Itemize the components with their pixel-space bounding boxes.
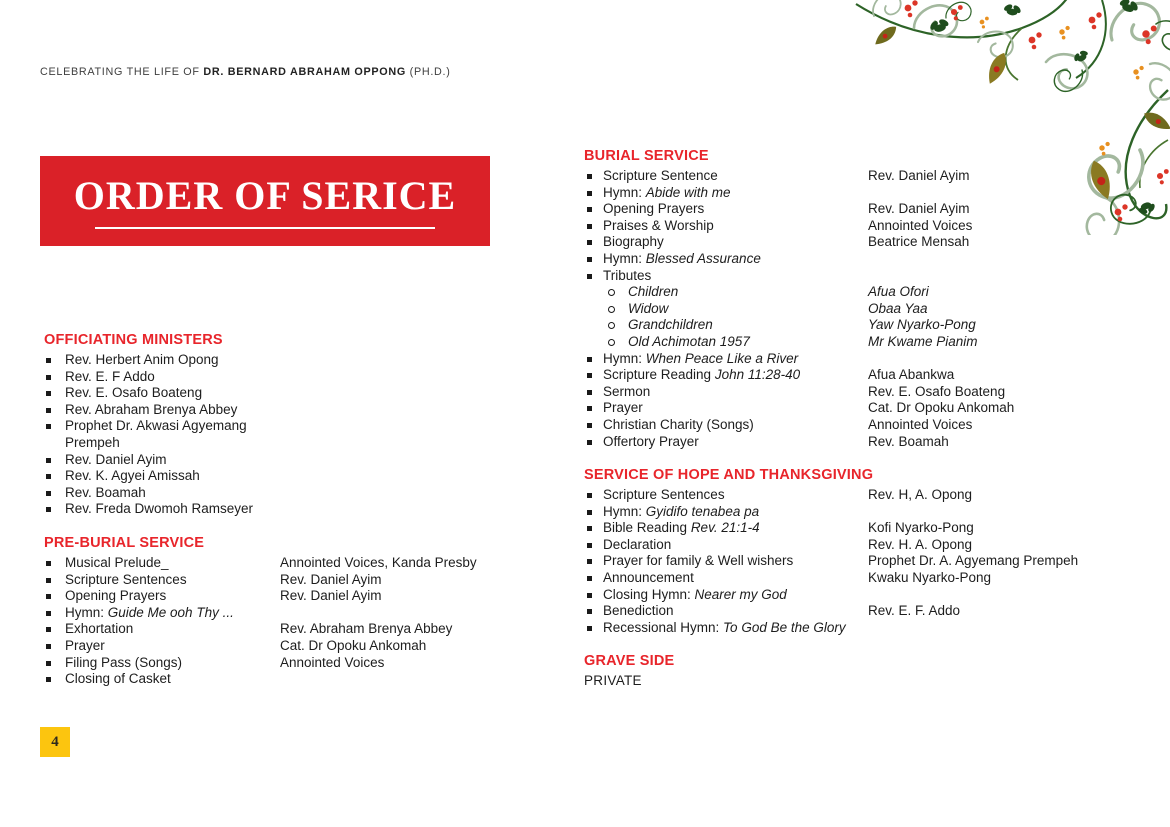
circle-bullet-icon <box>605 317 628 329</box>
item-label: Bible Reading Rev. 21:1-4 <box>603 520 760 536</box>
circle-bullet-icon <box>605 284 628 296</box>
item-label: Musical Prelude_ <box>65 554 169 570</box>
list-item <box>584 537 1150 554</box>
item-label: Closing Hymn: Nearer my God <box>603 586 787 602</box>
square-bullet-icon <box>584 185 603 196</box>
banner-title: ORDER OF SERICE <box>73 172 457 218</box>
square-bullet-icon <box>40 621 65 632</box>
square-bullet-icon <box>40 555 65 566</box>
list-item <box>40 555 500 572</box>
list-item <box>40 452 500 469</box>
square-bullet-icon <box>40 369 65 380</box>
square-bullet-icon <box>40 588 65 599</box>
section-grave-side <box>584 653 1150 688</box>
square-bullet-icon <box>584 417 603 428</box>
item-label: Scripture Sentences <box>65 571 187 587</box>
item-label: Hymn: Blessed Assurance <box>603 250 761 266</box>
square-bullet-icon <box>40 352 65 363</box>
item-label: Hymn: Abide with me <box>603 184 731 200</box>
section-officiating-ministers <box>40 332 500 518</box>
list-item <box>584 570 1150 587</box>
item-label: Rev. Herbert Anim Opong <box>65 352 219 367</box>
item-label: Scripture Sentences <box>603 487 725 503</box>
list-item <box>40 468 500 485</box>
pre-burial-list <box>40 555 500 688</box>
list-item <box>584 487 1150 504</box>
list-item <box>40 501 500 518</box>
item-assignee: Rev. Daniel Ayim <box>868 201 970 217</box>
list-item <box>584 334 1150 351</box>
square-bullet-icon <box>584 367 603 378</box>
list-item <box>584 168 1150 185</box>
order-of-service-banner <box>40 156 490 246</box>
square-bullet-icon <box>584 384 603 395</box>
list-item <box>584 284 1150 301</box>
grave-side-note: PRIVATE <box>584 673 642 689</box>
item-assignee: Annointed Voices, Kanda Presby <box>280 554 477 570</box>
section-burial-service <box>584 148 1150 450</box>
item-assignee: Rev. Daniel Ayim <box>280 588 382 604</box>
square-bullet-icon <box>584 487 603 498</box>
item-label: Rev. K. Agyei Amissah <box>65 468 200 484</box>
list-item <box>40 621 500 638</box>
item-label: Prayer <box>65 637 105 653</box>
list-item <box>584 434 1150 451</box>
square-bullet-icon <box>584 251 603 262</box>
item-label: Scripture Sentence <box>603 168 718 183</box>
square-bullet-icon <box>40 402 65 413</box>
square-bullet-icon <box>40 501 65 512</box>
item-label: Closing of Casket <box>65 671 171 687</box>
deceased-name: DR. BERNARD ABRAHAM OPPONG <box>203 66 406 78</box>
item-label: Rev. Abraham Brenya Abbey <box>65 401 238 417</box>
item-assignee: Rev. Boamah <box>868 433 949 449</box>
square-bullet-icon <box>40 468 65 479</box>
item-label: Announcement <box>603 570 694 586</box>
list-item <box>40 485 500 502</box>
list-item <box>40 352 500 369</box>
list-item <box>584 201 1150 218</box>
item-label: Offertory Prayer <box>603 433 699 449</box>
square-bullet-icon <box>584 570 603 581</box>
item-label: Prayer for family & Well wishers <box>603 553 794 569</box>
square-bullet-icon <box>40 655 65 666</box>
circle-bullet-icon <box>605 334 628 346</box>
list-item <box>40 385 500 402</box>
list-item <box>584 317 1150 334</box>
list-item <box>40 638 500 655</box>
list-item <box>584 400 1150 417</box>
item-assignee: Annointed Voices <box>868 217 973 233</box>
square-bullet-icon <box>584 268 603 279</box>
list-item <box>584 218 1150 235</box>
item-label: Opening Prayers <box>603 201 705 217</box>
item-label: Christian Charity (Songs) <box>603 416 754 432</box>
officiating-list <box>40 352 500 518</box>
item-assignee: Beatrice Mensah <box>868 234 970 250</box>
section-title: GRAVE SIDE <box>584 653 675 670</box>
section-title: PRE-BURIAL SERVICE <box>44 534 205 551</box>
list-item <box>584 417 1150 434</box>
item-label: Benediction <box>603 603 674 619</box>
section-service-of-hope <box>584 467 1150 636</box>
item-assignee: Rev. Daniel Ayim <box>868 168 970 183</box>
item-assignee: Annointed Voices <box>868 416 973 432</box>
item-label: Praises & Worship <box>603 217 714 233</box>
item-assignee: Prophet Dr. A. Agyemang Prempeh <box>868 553 1079 569</box>
square-bullet-icon <box>584 504 603 515</box>
item-label: Declaration <box>603 536 672 552</box>
section-pre-burial-service <box>40 535 500 688</box>
square-bullet-icon <box>584 620 603 631</box>
item-label: Opening Prayers <box>65 588 167 604</box>
item-label: Rev. Daniel Ayim <box>65 451 167 467</box>
list-item <box>40 605 500 622</box>
list-item <box>584 234 1150 251</box>
right-column <box>584 148 1150 688</box>
list-item <box>584 587 1150 604</box>
circle-bullet-icon <box>605 301 628 313</box>
hope-list <box>584 487 1150 636</box>
item-label: Children <box>628 284 679 300</box>
list-item <box>584 553 1150 570</box>
list-item <box>584 268 1150 285</box>
square-bullet-icon <box>584 520 603 531</box>
item-assignee: Mr Kwame Pianim <box>868 333 978 349</box>
item-label: Hymn: Guide Me ooh Thy ... <box>65 604 234 620</box>
square-bullet-icon <box>40 671 65 682</box>
item-label: Exhortation <box>65 621 134 637</box>
list-item <box>40 572 500 589</box>
list-item <box>584 384 1150 401</box>
list-item <box>40 418 500 451</box>
item-assignee: Rev. E. Osafo Boateng <box>868 383 1006 399</box>
page-header <box>40 66 451 78</box>
square-bullet-icon <box>40 572 65 583</box>
list-item <box>40 588 500 605</box>
list-item <box>40 402 500 419</box>
item-label: Recessional Hymn: To God Be the Glory <box>603 619 846 635</box>
burial-list <box>584 168 1150 450</box>
list-item <box>584 504 1150 521</box>
item-assignee: Cat. Dr Opoku Ankomah <box>868 400 1015 416</box>
item-label: Tributes <box>603 267 652 283</box>
banner-underline <box>95 227 435 229</box>
list-item <box>584 520 1150 537</box>
item-label: Old Achimotan 1957 <box>628 333 750 349</box>
item-label: Rev. Freda Dwomoh Ramseyer <box>65 501 254 517</box>
section-title: BURIAL SERVICE <box>584 148 709 164</box>
list-item <box>584 367 1150 384</box>
square-bullet-icon <box>584 434 603 445</box>
item-assignee: Rev. H. A. Opong <box>868 536 973 552</box>
item-label: Prophet Dr. Akwasi Agyemang Prempeh <box>65 418 247 450</box>
item-label: Widow <box>628 300 669 316</box>
square-bullet-icon <box>40 605 65 616</box>
item-assignee: Afua Ofori <box>868 284 929 300</box>
item-assignee: Obaa Yaa <box>868 300 928 316</box>
square-bullet-icon <box>584 587 603 598</box>
item-assignee: Annointed Voices <box>280 654 385 670</box>
item-label: Grandchildren <box>628 317 713 333</box>
list-item <box>584 603 1150 620</box>
item-label: Filing Pass (Songs) <box>65 654 183 670</box>
item-label: Sermon <box>603 383 651 399</box>
item-assignee: Rev. E. F. Addo <box>868 603 961 619</box>
item-assignee: Rev. Abraham Brenya Abbey <box>280 621 453 637</box>
section-title: OFFICIATING MINISTERS <box>44 332 223 348</box>
item-assignee: Cat. Dr Opoku Ankomah <box>280 637 427 653</box>
square-bullet-icon <box>584 603 603 614</box>
item-assignee: Kwaku Nyarko-Pong <box>868 570 992 586</box>
list-item <box>584 251 1150 268</box>
square-bullet-icon <box>40 485 65 496</box>
square-bullet-icon <box>584 553 603 564</box>
header-suffix: (PH.D.) <box>405 66 451 78</box>
square-bullet-icon <box>584 168 603 179</box>
item-label: Hymn: Gyidifo tenabea pa <box>603 503 760 519</box>
item-label: Rev. Boamah <box>65 484 146 500</box>
square-bullet-icon <box>584 218 603 229</box>
square-bullet-icon <box>584 351 603 362</box>
item-label: Prayer <box>603 400 643 416</box>
page-number-badge: 4 <box>40 727 70 757</box>
item-label: Scripture Reading John 11:28-40 <box>603 367 801 383</box>
section-title: SERVICE OF HOPE AND THANKSGIVING <box>584 467 874 484</box>
item-assignee: Yaw Nyarko-Pong <box>868 317 976 333</box>
list-item <box>584 620 1150 637</box>
item-assignee: Rev. H, A. Opong <box>868 487 973 503</box>
item-assignee: Rev. Daniel Ayim <box>280 571 382 587</box>
square-bullet-icon <box>584 537 603 548</box>
square-bullet-icon <box>584 201 603 212</box>
item-label: Hymn: When Peace Like a River <box>603 350 799 366</box>
square-bullet-icon <box>40 452 65 463</box>
item-label: Biography <box>603 234 664 250</box>
list-item <box>40 671 500 688</box>
square-bullet-icon <box>584 234 603 245</box>
item-label: Rev. E. Osafo Boateng <box>65 385 203 401</box>
square-bullet-icon <box>584 400 603 411</box>
item-label: Rev. E. F Addo <box>65 368 155 384</box>
list-item <box>584 301 1150 318</box>
list-item <box>40 655 500 672</box>
square-bullet-icon <box>40 638 65 649</box>
list-item <box>584 185 1150 202</box>
square-bullet-icon <box>40 385 65 396</box>
list-item <box>40 369 500 386</box>
item-assignee: Afua Abankwa <box>868 367 955 383</box>
list-item <box>584 351 1150 368</box>
item-assignee: Kofi Nyarko-Pong <box>868 520 974 536</box>
square-bullet-icon <box>40 418 65 429</box>
left-column <box>40 332 500 688</box>
header-prefix: CELEBRATING THE LIFE OF <box>40 66 204 78</box>
